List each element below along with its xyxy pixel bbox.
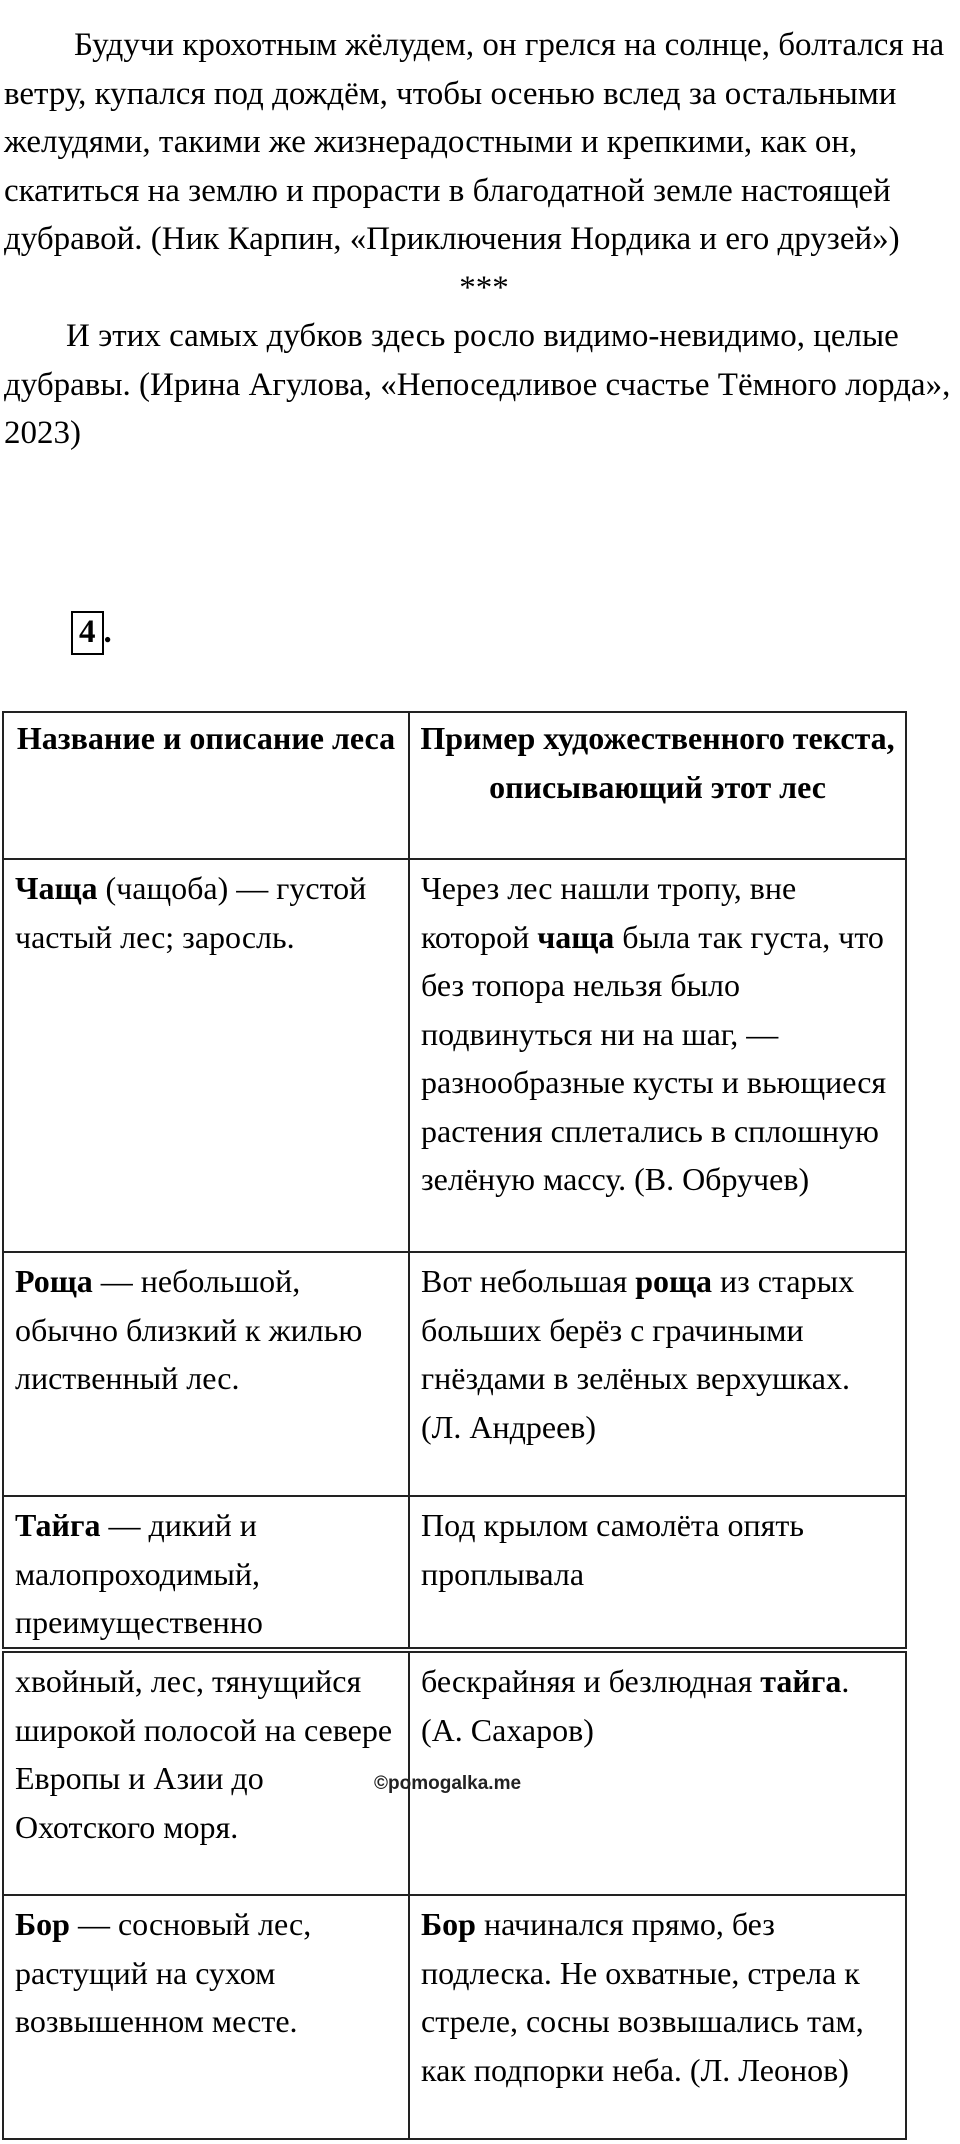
example-text: Под крылом самолёта опять проплывала	[421, 1507, 804, 1592]
example-text: из старых больших берёз с грачиными гнёздами в зелёных верхушках. (Л. Андреев)	[421, 1263, 855, 1445]
term: Тайга	[15, 1507, 101, 1543]
term-cell	[3, 1496, 409, 1648]
definition: (чащоба) — густой частый лес; заросль.	[15, 870, 367, 955]
watermark: ©pomogalka.me	[374, 1773, 522, 1794]
example-cell	[409, 1895, 906, 2139]
table-row	[3, 859, 906, 1252]
definition: — сосновый лес, растущий на сухом возвышенном месте.	[15, 1906, 312, 2039]
example-text: Через лес нашли тропу, вне которой	[421, 870, 797, 955]
quote-paragraph: И этих самых дубков здесь росло видимо-невидимо, целые дубравы. (Ирина Агулова, «Непоседливое счастье Тёмного лорда», 2023)	[4, 318, 951, 451]
term: Бор	[15, 1906, 70, 1942]
example-bold-term: Бор	[421, 1906, 476, 1942]
example-text: бескрайняя и безлюдная	[421, 1663, 761, 1699]
term: Роща	[15, 1263, 93, 1299]
example-text: начинался прямо, без подлеска. Не охватные, стрела к стреле, сосны возвышались там, как подпорки неба. (Л. Леонов)	[421, 1906, 864, 2088]
definition: хвойный, лес, тянущийся широкой полосой на севере Европы и Азии до Охотского моря.	[15, 1663, 393, 1845]
example-bold-term: тайга	[760, 1663, 842, 1699]
definition: — небольшой, обычно близкий к жилью лиственный лес.	[15, 1263, 363, 1396]
table-row	[3, 1496, 906, 1648]
table-row	[3, 1895, 906, 2139]
separator: ***	[459, 269, 509, 306]
task-number	[71, 611, 112, 655]
term-cell	[3, 1895, 409, 2139]
forest-table	[2, 711, 907, 1649]
example-bold-term: чаща	[537, 918, 615, 955]
term-cell	[3, 859, 409, 1252]
definition: — дикий и малопроходимый, преимущественно	[15, 1507, 263, 1640]
term-cell	[3, 1252, 409, 1496]
example-text: была так густа, что без топора нельзя было подвинуться ни на шаг, — разнообразные кусты и вьющиеся растения сплетались в сплошную зелёную массу. (В. Обручев)	[421, 918, 887, 1197]
example-cell	[409, 859, 906, 1252]
example-text: . (А. Сахаров)	[421, 1663, 850, 1748]
example-text: Вот небольшая	[421, 1263, 636, 1299]
quotes-block	[4, 21, 954, 458]
task-number-box: 4	[71, 611, 104, 655]
term: Чаща	[15, 870, 98, 906]
task-number-suffix: .	[103, 614, 112, 650]
table-row	[3, 1252, 906, 1496]
table-header-row	[3, 712, 906, 859]
header-cell-name: Название и описание леса	[3, 712, 409, 859]
quote-paragraph: Будучи крохотным жёлудем, он грелся на солнце, болтался на ветру, купался под дождём, чтобы осенью вслед за остальными желудями, такими же жизнерадостными и крепкими, как он, скатиться на землю и прорасти в благодатной земле настоящей дубравой. (Ник Карпин, «Приключения Нордика и его друзей»)	[4, 27, 945, 257]
example-cell	[409, 1252, 906, 1496]
header-cell-example: Пример художественного текста, описывающий этот лес	[409, 712, 906, 859]
forest-table-continued	[2, 1651, 907, 2140]
example-cell	[409, 1496, 906, 1648]
example-bold-term: роща	[635, 1263, 713, 1299]
term-cell	[3, 1652, 409, 1895]
